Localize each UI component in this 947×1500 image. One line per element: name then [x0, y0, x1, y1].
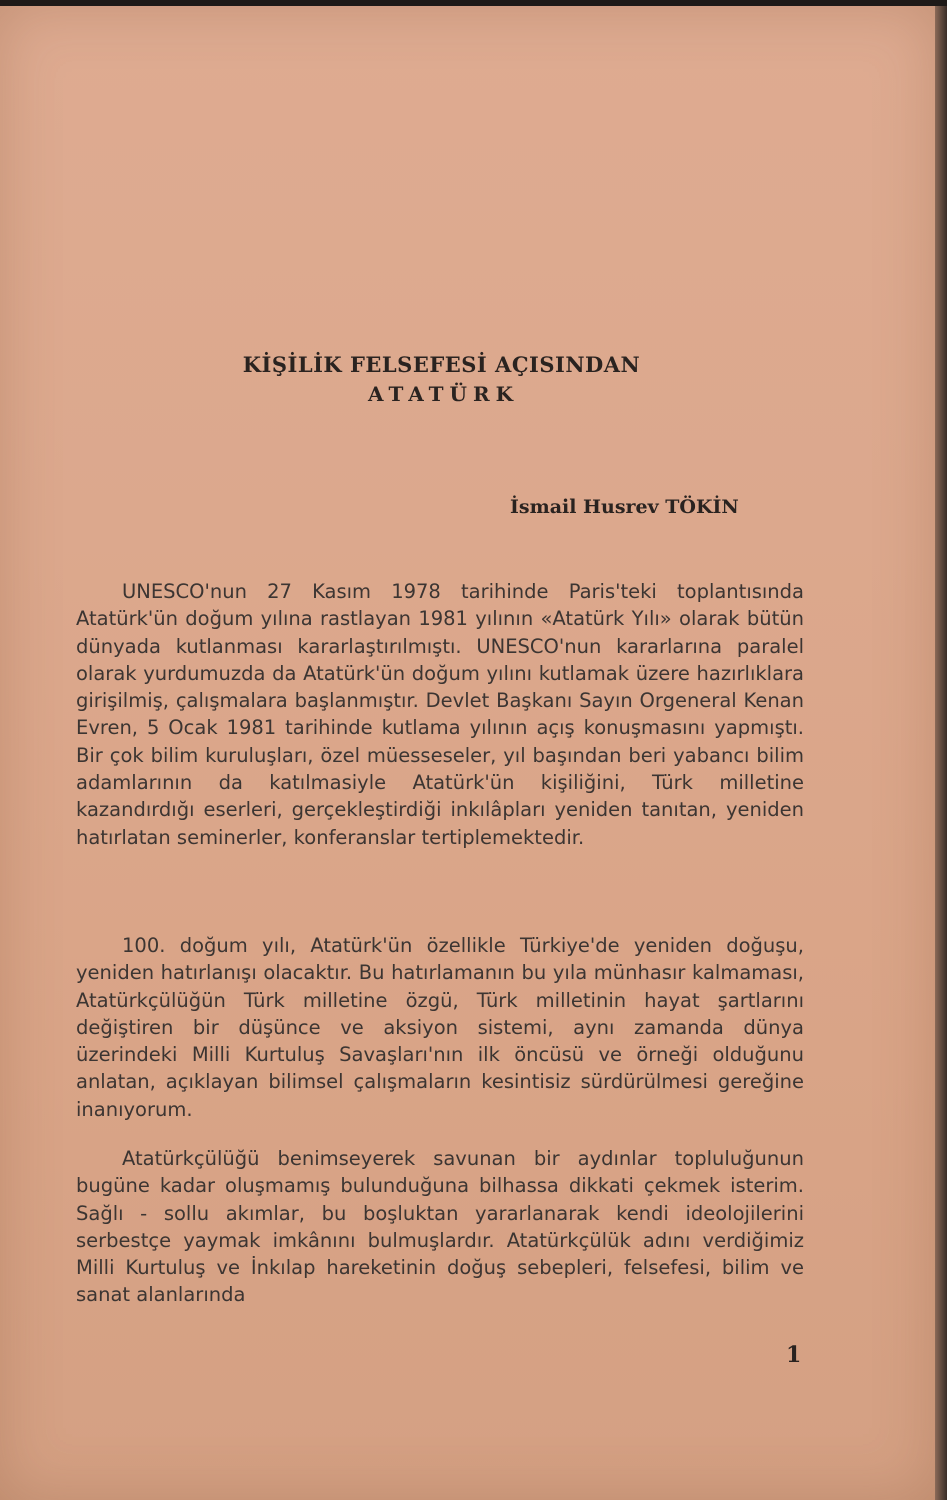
page-number: 1: [786, 1342, 802, 1368]
book-page: [0, 6, 935, 1500]
article-title: KİŞİLİK FELSEFESİ AÇISINDAN: [242, 352, 641, 377]
body-paragraph-3: Atatürkçülüğü benimseyerek savunan bir aydınlar topluluğunun bugüne kadar oluşmamış bulunduğuna bilhassa dikkati çekmek isterim. Sağlı - sollu akımlar, bu boşluktan yararlanarak kendi ideolojilerini serbestçe yaymak imkânını bulmuşlardır. Atatürkçülük adını verdiğimiz Milli Kurtuluş ve İnkılap hareketinin doğuş sebepleri, felsefesi, bilim ve sanat alanlarında: [76, 1147, 804, 1307]
body-paragraph-2: 100. doğum yılı, Atatürk'ün özellikle Türkiye'de yeniden doğuşu, yeniden hatırlanışı olacaktır. Bu hatırlamanın bu yıla münhasır kalmaması, Atatürkçülüğün Türk milletine özgü, Türk milletinin hayat şartlarını değiştiren bir düşünce ve aksiyon sistemi, aynı zamanda dünya üzerindeki Milli Kurtuluş Savaşları'nın ilk öncüsü ve örneği olduğunu anlatan, açıklayan bilimsel çalışmaların kesintisiz sürdürülmesi gereğine inanıyorum.: [76, 934, 804, 1121]
author-name: İsmail Husrev TÖKİN: [510, 496, 739, 518]
article-title-subject: ATATÜRK: [368, 382, 519, 406]
body-paragraph-1: UNESCO'nun 27 Kasım 1978 tarihinde Paris'teki toplantısında Atatürk'ün doğum yılına rastlayan 1981 yılının «Atatürk Yılı» olarak bütün dünyada kutlanması kararlaştırılmıştı. UNESCO'nun kararlarına paralel olarak yurdumuzda da Atatürk'ün doğum yılını kutlamak üzere hazırlıklara girişilmiş, çalışmalara başlanmıştır. Devlet Başkanı Sayın Orgeneral Kenan Evren, 5 Ocak 1981 tarihinde kutlama yılının açış konuşmasını yapmıştı. Bir çok bilim kuruluşları, özel müesseseler, yıl başından beri yabancı bilim adamlarının da katılmasiyle Atatürk'ün kişiliğini, Türk milletine kazandırdığı eserleri, gerçekleştirdiği inkılâpları yeniden tanıtan, yeniden hatırlatan seminerler, konferanslar tertiplemektedir.: [76, 580, 804, 849]
book-spine-shadow: [935, 6, 947, 1500]
